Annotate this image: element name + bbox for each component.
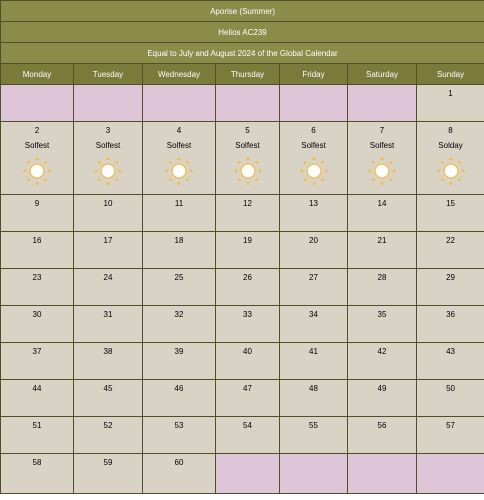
day-cell[interactable] xyxy=(1,454,74,494)
day-number: 13 xyxy=(309,199,318,208)
weekday-tuesday: Tuesday xyxy=(74,64,143,85)
sun-icon xyxy=(143,156,215,186)
day-cell[interactable] xyxy=(143,306,216,343)
week-row xyxy=(1,306,484,343)
day-cell[interactable] xyxy=(143,343,216,380)
event-label: Solfest xyxy=(166,141,192,150)
sun-icon xyxy=(216,156,279,186)
day-number: 27 xyxy=(309,273,318,282)
week-row xyxy=(1,417,484,454)
day-cell[interactable] xyxy=(417,380,484,417)
day-number: 8 xyxy=(448,126,453,135)
day-cell[interactable] xyxy=(1,343,74,380)
day-number: 37 xyxy=(32,347,42,356)
day-number: 58 xyxy=(32,458,42,467)
day-cell[interactable] xyxy=(74,417,143,454)
day-number: 38 xyxy=(103,347,113,356)
day-number: 49 xyxy=(377,384,387,393)
day-cell[interactable] xyxy=(348,195,417,232)
day-number: 25 xyxy=(174,273,184,282)
event-label: Solfest xyxy=(95,141,121,150)
day-cell[interactable] xyxy=(280,417,348,454)
day-cell[interactable] xyxy=(143,454,216,494)
week-row xyxy=(1,454,484,494)
weekday-sunday: Sunday xyxy=(417,64,484,85)
event-label: Solfest xyxy=(24,141,50,150)
day-cell[interactable] xyxy=(417,269,484,306)
empty-day-cell xyxy=(280,85,348,122)
calendar-equivalent: Equal to July and August 2024 of the Global Calendar xyxy=(1,43,484,64)
day-number: 60 xyxy=(174,458,184,467)
week-row xyxy=(1,269,484,306)
weekday-header-row xyxy=(1,64,484,85)
day-number: 32 xyxy=(174,310,184,319)
day-cell[interactable] xyxy=(280,343,348,380)
day-cell[interactable] xyxy=(143,417,216,454)
day-cell[interactable] xyxy=(1,122,74,195)
day-number: 52 xyxy=(103,421,113,430)
day-number: 51 xyxy=(32,421,42,430)
day-cell[interactable] xyxy=(216,122,280,195)
day-number: 56 xyxy=(377,421,387,430)
day-cell[interactable] xyxy=(216,343,280,380)
day-cell[interactable] xyxy=(348,417,417,454)
day-number: 18 xyxy=(174,236,184,245)
month-title: Aporise (Summer) xyxy=(1,1,484,22)
day-cell[interactable] xyxy=(74,269,143,306)
day-number: 54 xyxy=(243,421,252,430)
day-number: 55 xyxy=(309,421,318,430)
day-number: 41 xyxy=(309,347,318,356)
day-number: 45 xyxy=(103,384,113,393)
day-number: 19 xyxy=(243,236,252,245)
day-number: 59 xyxy=(103,458,113,467)
day-number: 47 xyxy=(243,384,252,393)
day-number: 33 xyxy=(243,310,252,319)
empty-day-cell xyxy=(348,454,417,494)
day-cell[interactable] xyxy=(143,269,216,306)
day-number: 44 xyxy=(32,384,42,393)
day-cell[interactable] xyxy=(348,380,417,417)
day-cell[interactable] xyxy=(74,122,143,195)
day-cell[interactable] xyxy=(280,232,348,269)
day-cell[interactable] xyxy=(1,417,74,454)
day-number: 10 xyxy=(103,199,113,208)
day-number: 21 xyxy=(377,236,387,245)
day-number: 2 xyxy=(34,126,40,135)
day-number: 30 xyxy=(32,310,42,319)
day-number: 12 xyxy=(243,199,252,208)
day-cell[interactable] xyxy=(348,343,417,380)
day-cell[interactable] xyxy=(216,269,280,306)
day-cell[interactable] xyxy=(1,306,74,343)
day-number: 46 xyxy=(174,384,184,393)
day-number: 6 xyxy=(311,126,316,135)
day-cell[interactable] xyxy=(280,269,348,306)
sun-icon xyxy=(417,156,484,186)
weekday-thursday: Thursday xyxy=(216,64,280,85)
sun-icon xyxy=(280,156,347,186)
day-number: 4 xyxy=(176,126,182,135)
day-cell[interactable] xyxy=(280,306,348,343)
event-label: Solday xyxy=(438,141,463,150)
day-number: 14 xyxy=(377,199,387,208)
empty-day-cell xyxy=(74,85,143,122)
event-label: Solfest xyxy=(301,141,326,150)
day-cell[interactable] xyxy=(1,195,74,232)
day-cell[interactable] xyxy=(143,195,216,232)
week-row xyxy=(1,85,484,122)
day-number: 7 xyxy=(379,126,385,135)
week-row xyxy=(1,343,484,380)
empty-day-cell xyxy=(216,454,280,494)
day-number: 20 xyxy=(309,236,318,245)
day-cell[interactable] xyxy=(74,380,143,417)
day-number: 48 xyxy=(309,384,318,393)
week-row xyxy=(1,122,484,195)
day-number: 3 xyxy=(105,126,111,135)
weekday-wednesday: Wednesday xyxy=(143,64,216,85)
weekday-monday: Monday xyxy=(1,64,74,85)
day-cell[interactable] xyxy=(1,232,74,269)
day-cell[interactable] xyxy=(216,380,280,417)
year-title: Helios AC239 xyxy=(1,22,484,43)
event-label: Solfest xyxy=(235,141,260,150)
weekday-friday: Friday xyxy=(280,64,348,85)
day-cell[interactable] xyxy=(417,417,484,454)
day-number: 22 xyxy=(446,236,455,245)
day-cell[interactable] xyxy=(216,417,280,454)
day-cell[interactable] xyxy=(348,232,417,269)
day-number: 11 xyxy=(174,199,184,208)
day-number: 28 xyxy=(377,273,387,282)
day-cell[interactable] xyxy=(216,232,280,269)
day-cell[interactable] xyxy=(1,269,74,306)
day-number: 57 xyxy=(446,421,455,430)
day-number: 1 xyxy=(448,89,453,98)
day-cell[interactable] xyxy=(417,343,484,380)
week-row xyxy=(1,232,484,269)
day-number: 24 xyxy=(103,273,113,282)
day-number: 17 xyxy=(103,236,113,245)
day-cell[interactable] xyxy=(74,306,143,343)
event-label: Solfest xyxy=(369,141,395,150)
day-cell[interactable] xyxy=(74,195,143,232)
empty-day-cell xyxy=(216,85,280,122)
day-number: 40 xyxy=(243,347,252,356)
empty-day-cell xyxy=(143,85,216,122)
sun-icon xyxy=(348,156,416,186)
day-number: 53 xyxy=(174,421,184,430)
day-number: 35 xyxy=(377,310,387,319)
day-cell[interactable] xyxy=(74,232,143,269)
day-number: 39 xyxy=(174,347,184,356)
day-cell[interactable] xyxy=(417,232,484,269)
empty-day-cell xyxy=(417,454,484,494)
day-cell[interactable] xyxy=(143,122,216,195)
day-number: 23 xyxy=(32,273,42,282)
day-cell[interactable] xyxy=(348,306,417,343)
day-number: 9 xyxy=(34,199,40,208)
empty-day-cell xyxy=(280,454,348,494)
week-row xyxy=(1,195,484,232)
day-cell[interactable] xyxy=(280,195,348,232)
day-cell[interactable] xyxy=(143,380,216,417)
day-number: 36 xyxy=(446,310,455,319)
day-cell[interactable] xyxy=(216,306,280,343)
day-number: 26 xyxy=(243,273,252,282)
day-number: 16 xyxy=(32,236,42,245)
day-cell[interactable] xyxy=(348,122,417,195)
sun-icon xyxy=(1,156,73,186)
day-cell[interactable] xyxy=(280,380,348,417)
day-cell[interactable] xyxy=(417,122,484,195)
day-cell[interactable] xyxy=(348,269,417,306)
empty-day-cell xyxy=(1,85,74,122)
week-row xyxy=(1,380,484,417)
day-cell[interactable] xyxy=(1,380,74,417)
sun-icon xyxy=(74,156,142,186)
day-cell[interactable] xyxy=(74,454,143,494)
weekday-saturday: Saturday xyxy=(348,64,417,85)
day-number: 5 xyxy=(245,126,250,135)
day-number: 42 xyxy=(377,347,387,356)
day-number: 29 xyxy=(446,273,455,282)
day-number: 31 xyxy=(103,310,113,319)
day-cell[interactable] xyxy=(417,85,484,122)
day-number: 15 xyxy=(446,199,455,208)
empty-day-cell xyxy=(348,85,417,122)
day-cell[interactable] xyxy=(74,343,143,380)
day-cell[interactable] xyxy=(417,306,484,343)
day-cell[interactable] xyxy=(280,122,348,195)
day-number: 50 xyxy=(446,384,455,393)
day-number: 34 xyxy=(309,310,318,319)
day-number: 43 xyxy=(446,347,455,356)
day-cell[interactable] xyxy=(417,195,484,232)
day-cell[interactable] xyxy=(216,195,280,232)
day-cell[interactable] xyxy=(143,232,216,269)
